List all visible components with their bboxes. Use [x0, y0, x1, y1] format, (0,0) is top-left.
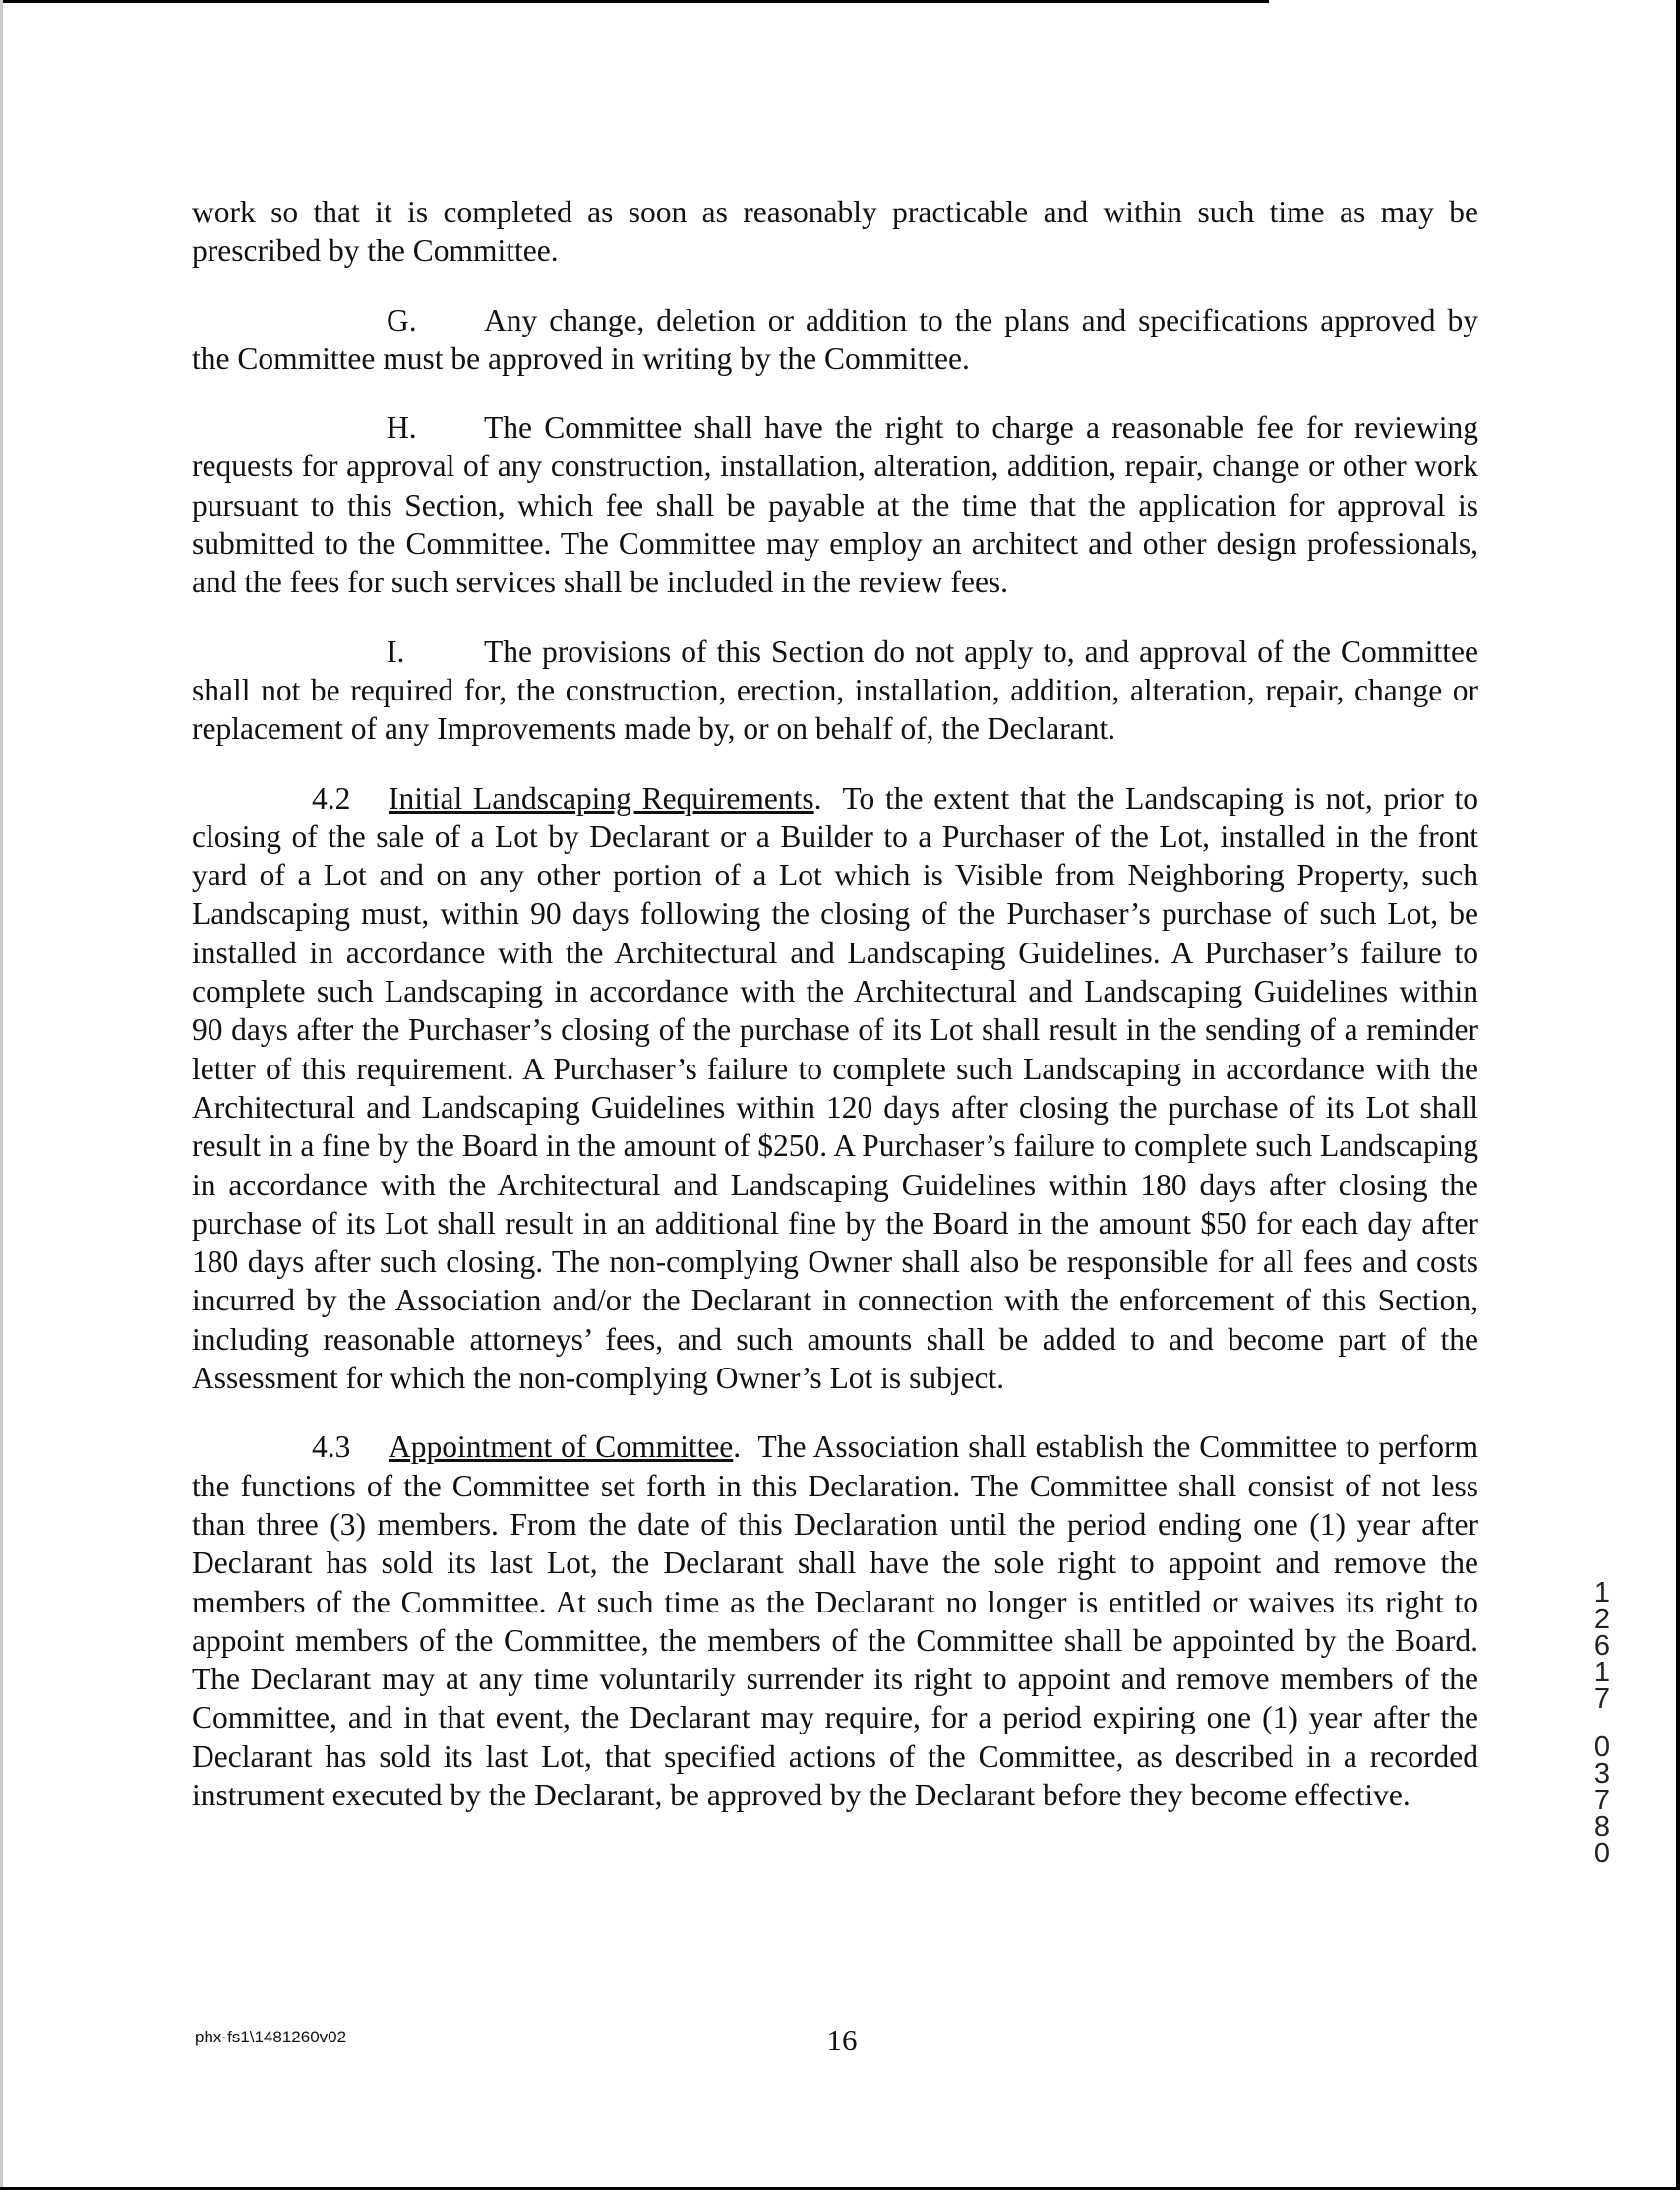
- subsection-i: [192, 633, 1478, 749]
- paragraph-text: work so that it is completed as soon as reasonably practicable and within such time as may be prescribed by the Committee.: [192, 195, 1478, 269]
- section-number: 4.3: [312, 1430, 351, 1465]
- subsection-g: [192, 301, 1478, 379]
- paragraph-text: The Committee shall have the right to charge a reasonable fee for reviewing requests for approval of any construction, installation, alteration, addition, repair, change or other work pursuant to this Section, which fee shall be payable at the time that the application for approval is submitted to the Committee. The Committee may employ an architect and other design professionals, and the fees for such services shall be included in the review fees.: [192, 410, 1478, 600]
- scan-right-edge: [1676, 0, 1680, 2190]
- stamp-digit: 1: [1593, 1657, 1611, 1688]
- section-heading: Appointment of Committee: [389, 1430, 734, 1465]
- stamp-digit: 0: [1593, 1732, 1611, 1763]
- paragraph-text: The Association shall establish the Committee to perform the functions of the Committee set forth in this Declaration. The Committee shall consist of not less than three (3) members. From the date of this Declaration until the period ending one (1) year after Declarant has sold its last Lot, the Declarant shall have the sole right to appoint and remove the members of the Committee. At such time as the Declarant no longer is entitled or waives its right to appoint members of the Committee, the members of the Committee shall be appointed by the Board. The Declarant may at any time voluntarily surrender its right to appoint and remove members of the Committee, and in that event, the Declarant may require, for a period expiring one (1) year after the Declarant has sold its last Lot, that specified actions of the Committee, as described in a recorded instrument executed by the Declarant, be approved by the Declarant before they become effective.: [192, 1430, 1478, 1812]
- stamp-digit: 7: [1593, 1683, 1611, 1715]
- stamp-digit: 8: [1593, 1811, 1611, 1843]
- continuation-paragraph: [192, 193, 1478, 271]
- scan-left-edge: [0, 0, 3, 2190]
- recording-stamp: [1586, 1577, 1619, 1869]
- stamp-digit: 6: [1593, 1630, 1611, 1662]
- stamp-digit: 1: [1593, 1577, 1611, 1609]
- subsection-label: I.: [387, 634, 405, 669]
- subsection-label: H.: [387, 410, 417, 446]
- stamp-digit: 0: [1593, 1838, 1611, 1869]
- stamp-digit: 2: [1593, 1604, 1611, 1635]
- scan-top-edge: [0, 0, 1269, 3]
- paragraph-text: To the extent that the Landscaping is not, prior to closing of the sale of a Lot by Declarant or a Builder to a Purchaser of the Lot, installed in the front yard of a Lot and on any other portion of a Lot which is Visible from Neighboring Property, such Landscaping must, within 90 days following the closing of the Purchaser’s purchase of such Lot, be installed in accordance with the Architectural and Landscaping Guidelines. A Purchaser’s failure to complete such Landscaping in accordance with the Architectural and Landscaping Guidelines within 90 days after the Purchaser’s closing of the purchase of its Lot shall result in the sending of a reminder letter of this requirement. A Purchaser’s failure to complete such Landscaping in accordance with the Architectural and Landscaping Guidelines within 120 days after closing the purchase of its Lot shall result in a fine by the Board in the amount of $250. A Purchaser’s failure to complete such Landscaping in accordance with the Architectural and Landscaping Guidelines within 180 days after closing the purchase of its Lot shall result in an additional fine by the Board in the amount $50 for each day after 180 days after such closing. The non-complying Owner shall also be responsible for all fees and costs incurred by the Association and/or the Declarant in connection with the enforcement of this Section, including reasonable attorneys’ fees, and such amounts shall be added to and become part of the Assessment for which the non-complying Owner’s Lot is subject.: [192, 780, 1478, 1396]
- section-heading: Initial Landscaping Requirements: [389, 780, 814, 816]
- footer-document-reference: phx-fs1\1481260v02: [195, 2028, 347, 2046]
- stamp-digit: 3: [1593, 1758, 1611, 1790]
- paragraph-text: The provisions of this Section do not apply to, and approval of the Committee shall not be required for, the construction, erection, installation, addition, alteration, repair, change or replacement of any Improvements made by, or on behalf of, the Declarant.: [192, 634, 1478, 747]
- section-4-3: 4.3 Appointment of Committee. The Association shall establish the Committee to perform the functions of the Committee set forth in this Declaration. The Committee shall consist of not less than three (3) members. From the date of this Declaration until the period ending one (1) year after Declarant has sold its last Lot, the Declarant shall have the sole right to appoint and remove the members of the Committee. At such time as the Declarant no longer is entitled or waives its right to appoint members of the Committee, the members of the Committee shall be appointed by the Board. The Declarant may at any time voluntarily surrender its right to appoint and remove members of the Committee, and in that event, the Declarant may require, for a period expiring one (1) year after the Declarant has sold its last Lot, that specified actions of the Committee, as described in a recorded instrument executed by the Declarant, be approved by the Declarant before they become effective.: [192, 1430, 1478, 1812]
- page-number: 16: [826, 2023, 858, 2057]
- subsection-h: [192, 408, 1478, 601]
- document-body: [192, 193, 1478, 1845]
- section-4-2: 4.2 Initial Landscaping Requirements. To the extent that the Landscaping is not, prior to closing of the sale of a Lot by Declarant or a Builder to a Purchaser of the Lot, installed in the front yard of a Lot and on any other portion of a Lot which is Visible from Neighboring Property, such Landscaping must, within 90 days following the closing of the Purchaser’s purchase of such Lot, be installed in accordance with the Architectural and Landscaping Guidelines. A Purchaser’s failure to complete such Landscaping in accordance with the Architectural and Landscaping Guidelines within 90 days after the Purchaser’s closing of the purchase of its Lot shall result in the sending of a reminder letter of this requirement. A Purchaser’s failure to complete such Landscaping in accordance with the Architectural and Landscaping Guidelines within 120 days after closing the purchase of its Lot shall result in a fine by the Board in the amount of $250. A Purchaser’s failure to complete such Landscaping in accordance with the Architectural and Landscaping Guidelines within 180 days after closing the purchase of its Lot shall result in an additional fine by the Board in the amount $50 for each day after 180 days after such closing. The non-complying Owner shall also be responsible for all fees and costs incurred by the Association and/or the Declarant in connection with the enforcement of this Section, including reasonable attorneys’ fees, and such amounts shall be added to and become part of the Assessment for which the non-complying Owner’s Lot is subject.: [192, 780, 1478, 1396]
- section-number: 4.2: [312, 780, 351, 816]
- subsection-label: G.: [387, 302, 417, 337]
- paragraph-text: Any change, deletion or addition to the plans and specifications approved by the Committee must be approved in writing by the Committee.: [192, 302, 1478, 376]
- stamp-digit: 7: [1593, 1785, 1611, 1816]
